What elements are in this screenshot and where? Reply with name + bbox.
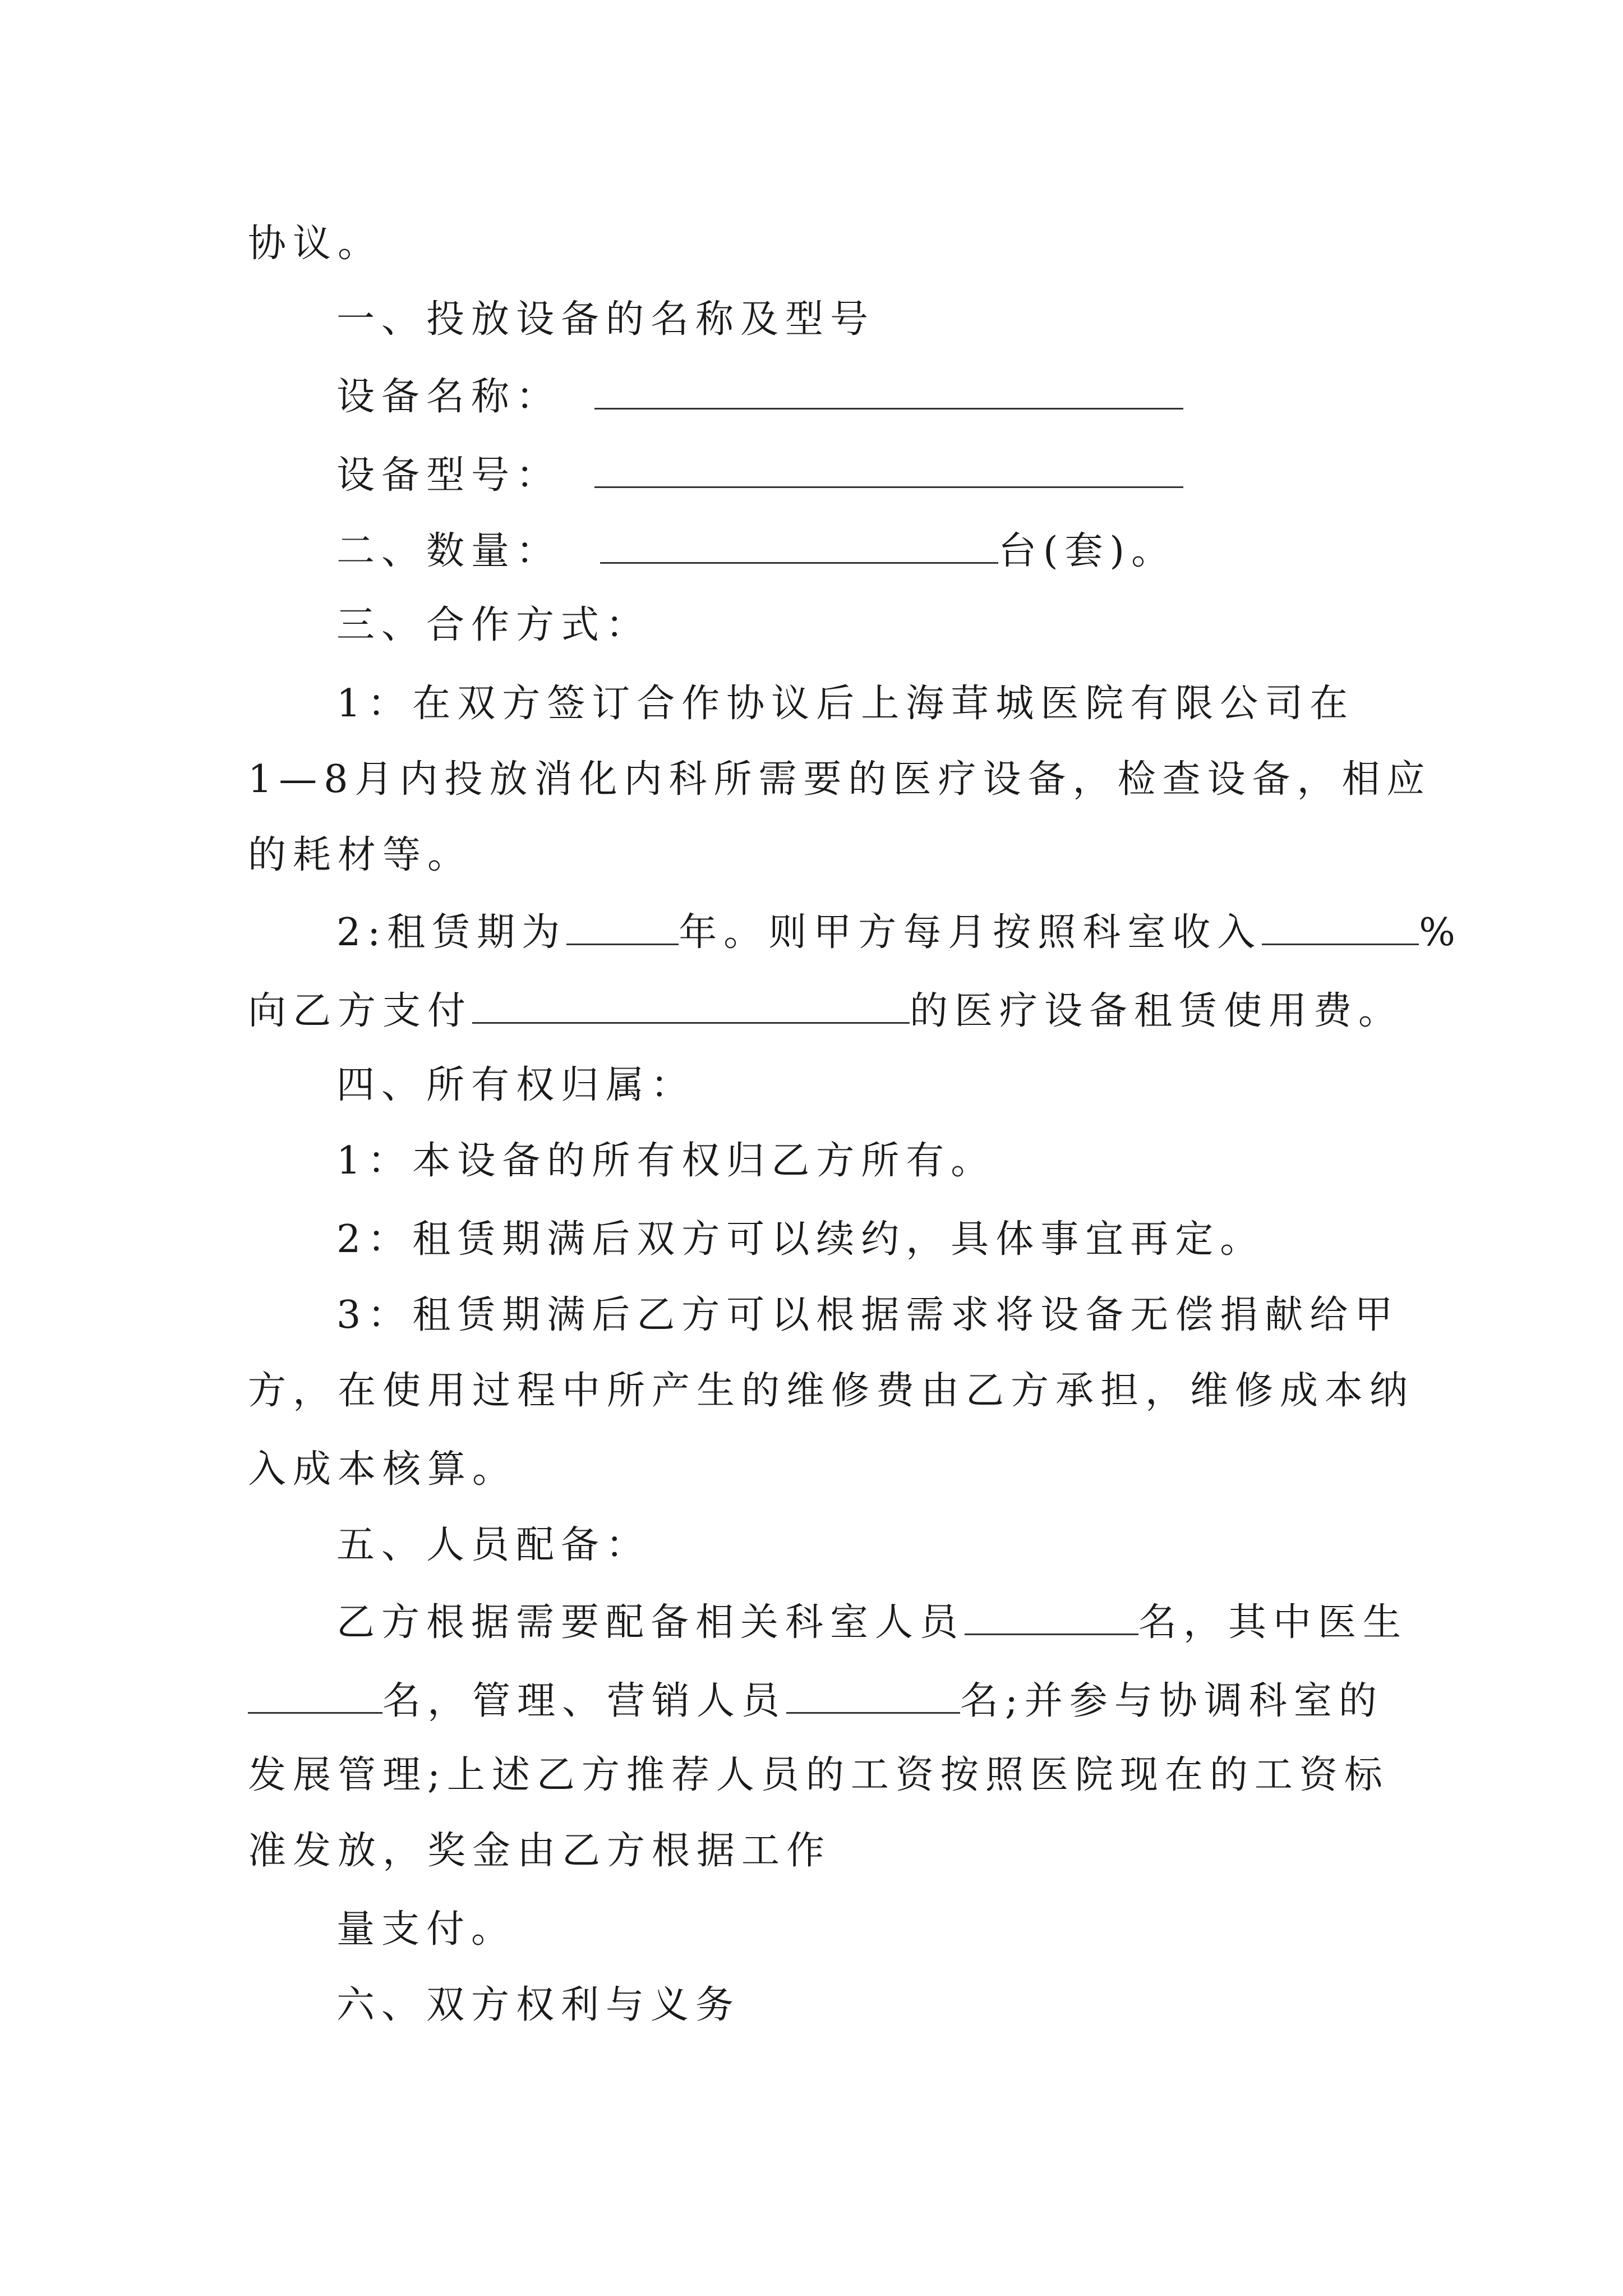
sales-count-blank (786, 1677, 960, 1714)
text: 准发放，奖金由乙方根据工作 (248, 1829, 832, 1873)
text: 2：租赁期满后双方可以续约，具体事宜再定。 (336, 1217, 1265, 1262)
s3-item2-line1 (336, 909, 1462, 955)
s4-item1 (336, 1139, 995, 1184)
text: 3：租赁期满后乙方可以根据需求将设备无偿捐献给甲 (336, 1293, 1400, 1337)
text: 方，在使用过程中所产生的维修费由乙方承担，维修成本纳 (248, 1369, 1415, 1413)
text: 协议。 (248, 222, 383, 266)
quantity-label: 二、数量： (336, 529, 561, 573)
section-3-heading (336, 603, 651, 648)
text: 向乙方支付 (248, 989, 473, 1033)
s4-item3-line3 (248, 1447, 517, 1492)
device-model-blank (594, 452, 1183, 488)
text: 发展管理;上述乙方推荐人员的工资按照医院现在的工资标 (248, 1753, 1389, 1797)
percent-sign: % (1419, 910, 1462, 955)
lease-term-blank (566, 909, 679, 945)
text: 三、合作方式： (336, 603, 651, 647)
section-4-heading (336, 1063, 695, 1108)
paragraph-intro-end (248, 222, 382, 266)
s5-line4 (248, 1829, 831, 1874)
text: 1：在双方签订合作协议后上海茸城医院有限公司在 (336, 682, 1355, 726)
text: 量支付。 (336, 1907, 517, 1952)
text: 入成本核算。 (248, 1447, 518, 1492)
device-name-label: 设备名称： (336, 375, 561, 419)
section-1-heading (336, 297, 875, 342)
s5-line3 (248, 1753, 1389, 1798)
text: 1：本设备的所有权归乙方所有。 (336, 1139, 996, 1183)
text: 2:租赁期为 (336, 910, 567, 955)
text: 名，管理、营销人员 (382, 1679, 787, 1723)
s3-item1-line2 (248, 757, 1432, 802)
s3-item1-line1 (336, 682, 1354, 726)
s5-line1 (336, 1599, 1408, 1645)
quantity-blank (600, 527, 998, 564)
text: 四、所有权归属： (336, 1063, 696, 1107)
text: 年。则甲方每月按照科室收入 (679, 910, 1262, 955)
device-model-label: 设备型号： (336, 453, 561, 498)
s3-item2-line2 (248, 987, 1403, 1034)
device-name-blank (594, 373, 1183, 409)
s4-item2 (336, 1217, 1265, 1262)
s5-line2 (248, 1677, 1384, 1724)
text: 五、人员配备： (336, 1523, 651, 1567)
text: 名;并参与协调科室的 (960, 1679, 1384, 1723)
s3-item1-line3 (248, 833, 472, 878)
staff-count-blank (965, 1599, 1138, 1635)
text: 乙方根据需要配备相关科室人员 (336, 1600, 965, 1645)
percent-blank (1262, 909, 1419, 945)
s4-item3-line2 (248, 1369, 1414, 1414)
device-model-row (336, 452, 1183, 498)
s5-line5 (336, 1907, 516, 1952)
text: 名，其中医生 (1138, 1600, 1408, 1645)
payment-blank (472, 987, 910, 1024)
device-name-row (336, 373, 1183, 420)
section-5-heading (336, 1523, 651, 1568)
text: 一、投放设备的名称及型号 (336, 297, 875, 342)
quantity-unit: 台(套)。 (998, 529, 1177, 573)
s4-item3-line1 (336, 1293, 1399, 1338)
text: 的耗材等。 (248, 833, 473, 877)
text: 的医疗设备租赁使用费。 (910, 989, 1404, 1033)
quantity-row (336, 527, 1176, 574)
text: 六、双方权利与义务 (336, 1983, 741, 2027)
text: 1—8月内投放消化内科所需要的医疗设备，检查设备，相应 (248, 757, 1432, 802)
section-6-heading (336, 1983, 740, 2028)
doctor-count-blank (248, 1677, 382, 1714)
